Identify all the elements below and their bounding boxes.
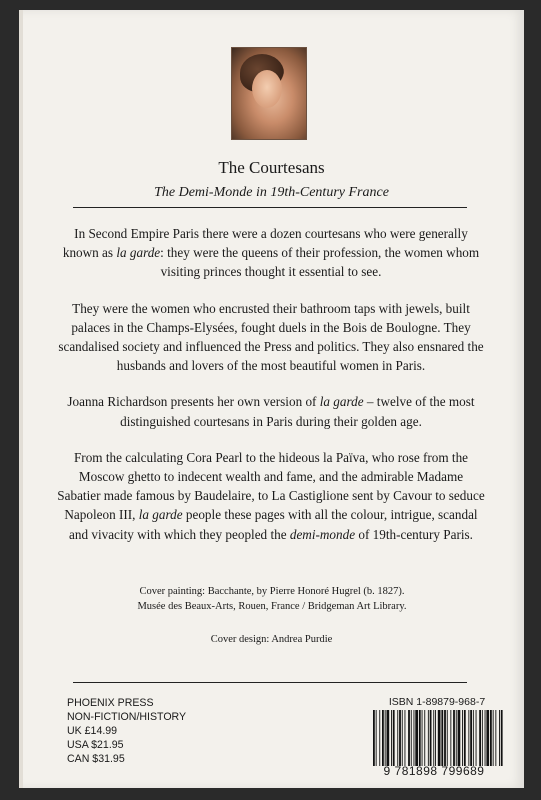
barcode-bar: [482, 710, 483, 766]
barcode-digits: 9 781898 799689: [383, 764, 485, 778]
barcode-bar: [453, 710, 455, 766]
barcode-bar: [387, 710, 390, 766]
barcode-bar: [385, 710, 386, 766]
barcode-bar: [433, 710, 434, 766]
barcode-bar: [422, 710, 423, 766]
publisher-name: PHOENIX PRESS: [67, 697, 154, 709]
barcode-bar: [464, 710, 466, 766]
barcode-bar: [382, 710, 384, 766]
barcode-bar: [468, 710, 469, 766]
painting-credit-line-2: Musée des Beaux-Arts, Rouen, France / Bridgeman Art Library.: [137, 601, 407, 612]
blurb-text: [57, 224, 485, 561]
blurb-run: They were the women who encrusted their bathroom taps with jewels, built palaces in the Champs-Elysées, fought duels in the Bois de Boulogne. They scandalised society and influenced the Press and politics. They also ensnared the husbands and lovers of the most beautiful women in Paris.: [58, 300, 484, 374]
blurb-run: – twelve of the most distinguished courtesans in Paris during their golden age.: [120, 394, 475, 429]
barcode-bar: [441, 710, 443, 766]
barcode-bar: [438, 710, 441, 766]
book-back-cover: [19, 10, 524, 788]
barcode-bar: [495, 710, 496, 766]
publisher-info: [67, 696, 186, 766]
blurb-run: la garde: [319, 394, 364, 410]
barcode-bar: [490, 710, 492, 766]
barcode-bar: [486, 710, 489, 766]
barcode-bar: [399, 710, 401, 766]
barcode-bar: [402, 710, 403, 766]
price-can: CAN $31.95: [67, 753, 125, 765]
blurb-run: : they were the queens of their profession, the women whom visiting princes thought it essential to see.: [160, 245, 480, 280]
barcode-bar: [424, 710, 425, 766]
book-title: The Courtesans: [218, 158, 325, 177]
blurb-run: la garde: [116, 245, 161, 261]
blurb-run: la garde: [138, 507, 183, 523]
barcode-bar: [501, 710, 503, 766]
price-uk: UK £14.99: [67, 725, 118, 737]
barcode-bar: [393, 710, 395, 766]
barcode-bar: [405, 710, 406, 766]
book-subtitle: The Demi-Monde in 19th-Century France: [154, 185, 389, 200]
barcode-bar: [473, 710, 474, 766]
blurb-paragraph-1: [57, 224, 485, 282]
barcode-bar: [462, 710, 463, 766]
barcode-bar: [430, 710, 432, 766]
blurb-paragraph-3: [57, 392, 485, 430]
blurb-run: of 19th-century Paris.: [355, 526, 473, 542]
barcode-bar: [476, 710, 477, 766]
blurb-run: In Second Empire Paris there were a dozen courtesans who were generally known as: [62, 226, 468, 261]
barcode-bar: [499, 710, 500, 766]
publisher-category: NON-FICTION/HISTORY: [67, 711, 187, 723]
barcode-bar: [397, 710, 398, 766]
barcode-bar: [493, 710, 494, 766]
cover-edge: [19, 10, 23, 788]
bottom-divider: [73, 682, 467, 683]
barcode-bar: [447, 710, 448, 766]
barcode-icon: [371, 710, 503, 770]
barcode-bar: [376, 710, 377, 766]
barcode-bar: [458, 710, 461, 766]
blurb-run: people these pages with all the colour, intrigue, scandal and vivacity with which they peopled the: [69, 507, 478, 542]
barcode-bar: [411, 710, 412, 766]
painting-credit-line-1: Cover painting: Bacchante, by Pierre Honoré Hugrel (b. 1827).: [139, 586, 405, 597]
barcode-bar: [373, 710, 375, 766]
blurb-run: Joanna Richardson presents her own version of: [67, 394, 320, 410]
cover-portrait-image: [231, 47, 307, 140]
isbn-label: ISBN 1-89879-968-7: [388, 696, 486, 708]
blurb-run: From the calculating Cora Pearl to the hideous la Païva, who rose from the Moscow ghetto to indecent wealth and fame, and the admirable Madame Sabatier made famous by Baudelaire, to La Castiglione sent by Cavour to seduce Napoleon III,: [57, 449, 485, 523]
barcode-bar: [408, 710, 410, 766]
blurb-run: demi-monde: [289, 526, 356, 542]
painting-credit: [49, 584, 495, 614]
barcode-bar: [479, 710, 481, 766]
barcode-bar: [485, 710, 486, 766]
barcode-bar: [444, 710, 446, 766]
design-credit: Cover design: Andrea Purdie: [210, 634, 333, 645]
barcode-bar: [414, 710, 415, 766]
barcode-bar: [379, 710, 380, 766]
barcode-bar: [450, 710, 451, 766]
barcode-bar: [456, 710, 457, 766]
barcode-bar: [415, 710, 418, 766]
barcode-bar: [428, 710, 429, 766]
blurb-paragraph-4: [57, 448, 485, 544]
blurb-paragraph-2: [57, 299, 485, 376]
portrait-face: [252, 70, 282, 108]
barcode-bar: [391, 710, 392, 766]
top-divider: [73, 207, 467, 208]
price-usa: USA $21.95: [67, 739, 124, 751]
barcode-bar: [435, 710, 436, 766]
barcode-bar: [419, 710, 421, 766]
barcode-bar: [470, 710, 472, 766]
